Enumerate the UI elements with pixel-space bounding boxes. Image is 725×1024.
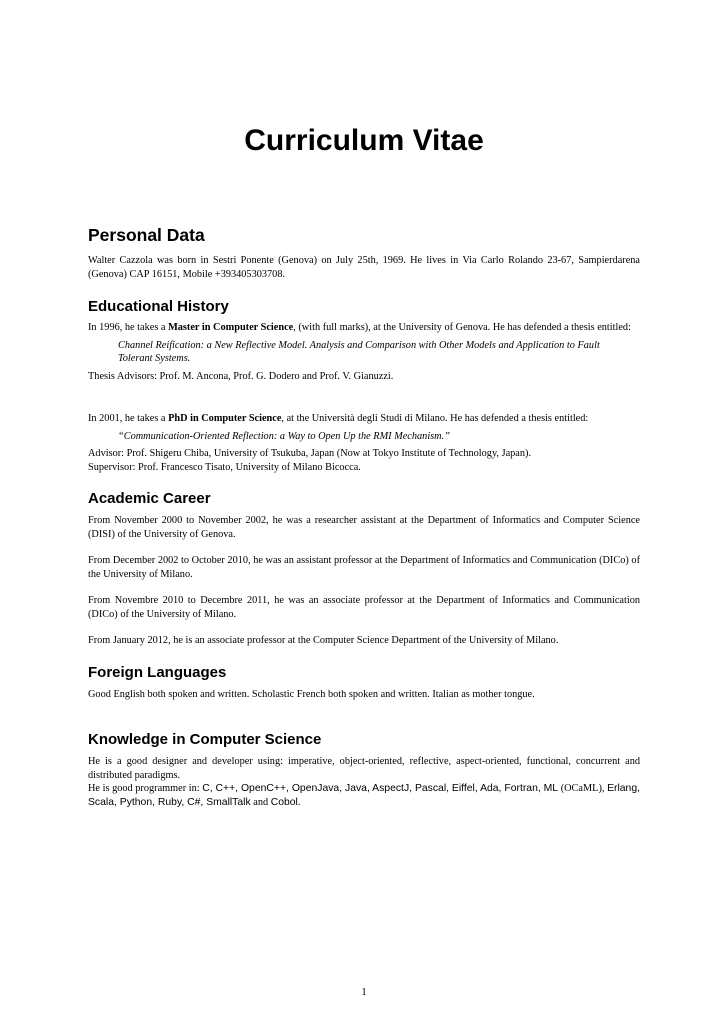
page-number: 1 xyxy=(361,986,367,998)
knowledge-languages xyxy=(88,782,640,809)
phd-thesis-title: “Communication-Oriented Reflection: a Way to Open Up the RMI Mechanism.” xyxy=(118,430,450,442)
personal-data-heading: Personal Data xyxy=(88,225,205,245)
text-span: . xyxy=(297,796,301,808)
knowledge-heading: Knowledge in Computer Science xyxy=(88,731,322,748)
master-thesis-title: Channel Reification: a New Reflective Model. Analysis and Comparison with Other Models and Application to Fault Tolerant Systems. xyxy=(118,339,600,365)
career-item xyxy=(88,554,640,581)
education-phd-text xyxy=(88,412,640,426)
career-item xyxy=(88,594,640,621)
phd-advisor: Advisor: Prof. Shigeru Chiba, University of Tsukuba, Japan (Now at Tokyo Institute of Technology, Japan). xyxy=(88,448,532,460)
career-item-text: From December 2002 to October 2010, he was an assistant professor at the Department of Informatics and Communication (DICo) of the University of Milano. xyxy=(88,555,640,580)
career-item-text: From January 2012, he is an associate professor at the Computer Science Department of the University of Milano. xyxy=(88,635,559,646)
text-span: , (with full marks), at the University of Genova. He has defended a thesis entitled: xyxy=(293,322,631,333)
education-phd xyxy=(88,412,640,474)
education-master-text xyxy=(88,321,640,335)
languages-section xyxy=(88,688,640,702)
programming-languages-list: Erlang, Scala, Python, Ruby, C#, SmallTalk xyxy=(88,783,640,808)
text-span: and xyxy=(250,796,271,808)
text-span: , at the Università degli Studi di Milano. He has defended a thesis entitled: xyxy=(281,413,589,424)
phd-supervisor: Supervisor: Prof. Francesco Tisato, University of Milano Bicocca. xyxy=(88,461,361,473)
master-thesis-advisors: Thesis Advisors: Prof. M. Ancona, Prof. G. Dodero and Prof. V. Gianuzzi. xyxy=(88,370,394,382)
text-span: (OCaML), xyxy=(558,783,605,795)
career-heading: Academic Career xyxy=(88,490,211,507)
career-item-text: From November 2000 to November 2002, he was a researcher assistant at the Department of Informatics and Computer Science (DISI) of the University of Genova. xyxy=(88,515,640,540)
text-span: In 2001, he takes a xyxy=(88,413,169,424)
career-item-text: From Novembre 2010 to Decembre 2011, he was an associate professor at the Department of Informatics and Communication (DICo) of the University of Milano. xyxy=(88,595,640,620)
personal-data-section xyxy=(88,254,640,281)
programming-language: Cobol xyxy=(270,796,298,808)
languages-text: Good English both spoken and written. Scholastic French both spoken and written. Italian as mother tongue. xyxy=(88,689,535,700)
career-item xyxy=(88,634,640,648)
text-span: He is good programmer in: xyxy=(88,783,203,795)
phd-degree-label: PhD in Computer Science xyxy=(168,413,282,424)
text-span: In 1996, he takes a xyxy=(88,322,169,333)
master-degree-label: Master in Computer Science xyxy=(168,322,294,333)
knowledge-section xyxy=(88,755,640,809)
personal-data-text: Walter Cazzola was born in Sestri Ponente (Genova) on July 25th, 1969. He lives in Via Carlo Rolando 23-67, Sampierdarena (Genova) CAP 16151, Mobile +393405303708. xyxy=(88,255,640,280)
programming-languages-list: C, C++, OpenC++, OpenJava, Java, AspectJ, Pascal, Eiffel, Ada, Fortran, ML xyxy=(202,783,559,795)
education-master xyxy=(88,321,640,383)
education-heading: Educational History xyxy=(88,298,229,315)
knowledge-paradigms: He is a good designer and developer using: imperative, object-oriented, reflective, aspect-oriented, functional, concurrent and distributed paradigms. xyxy=(88,756,640,781)
languages-heading: Foreign Languages xyxy=(88,664,227,681)
page-title: Curriculum Vitae xyxy=(244,124,484,157)
career-item xyxy=(88,514,640,541)
